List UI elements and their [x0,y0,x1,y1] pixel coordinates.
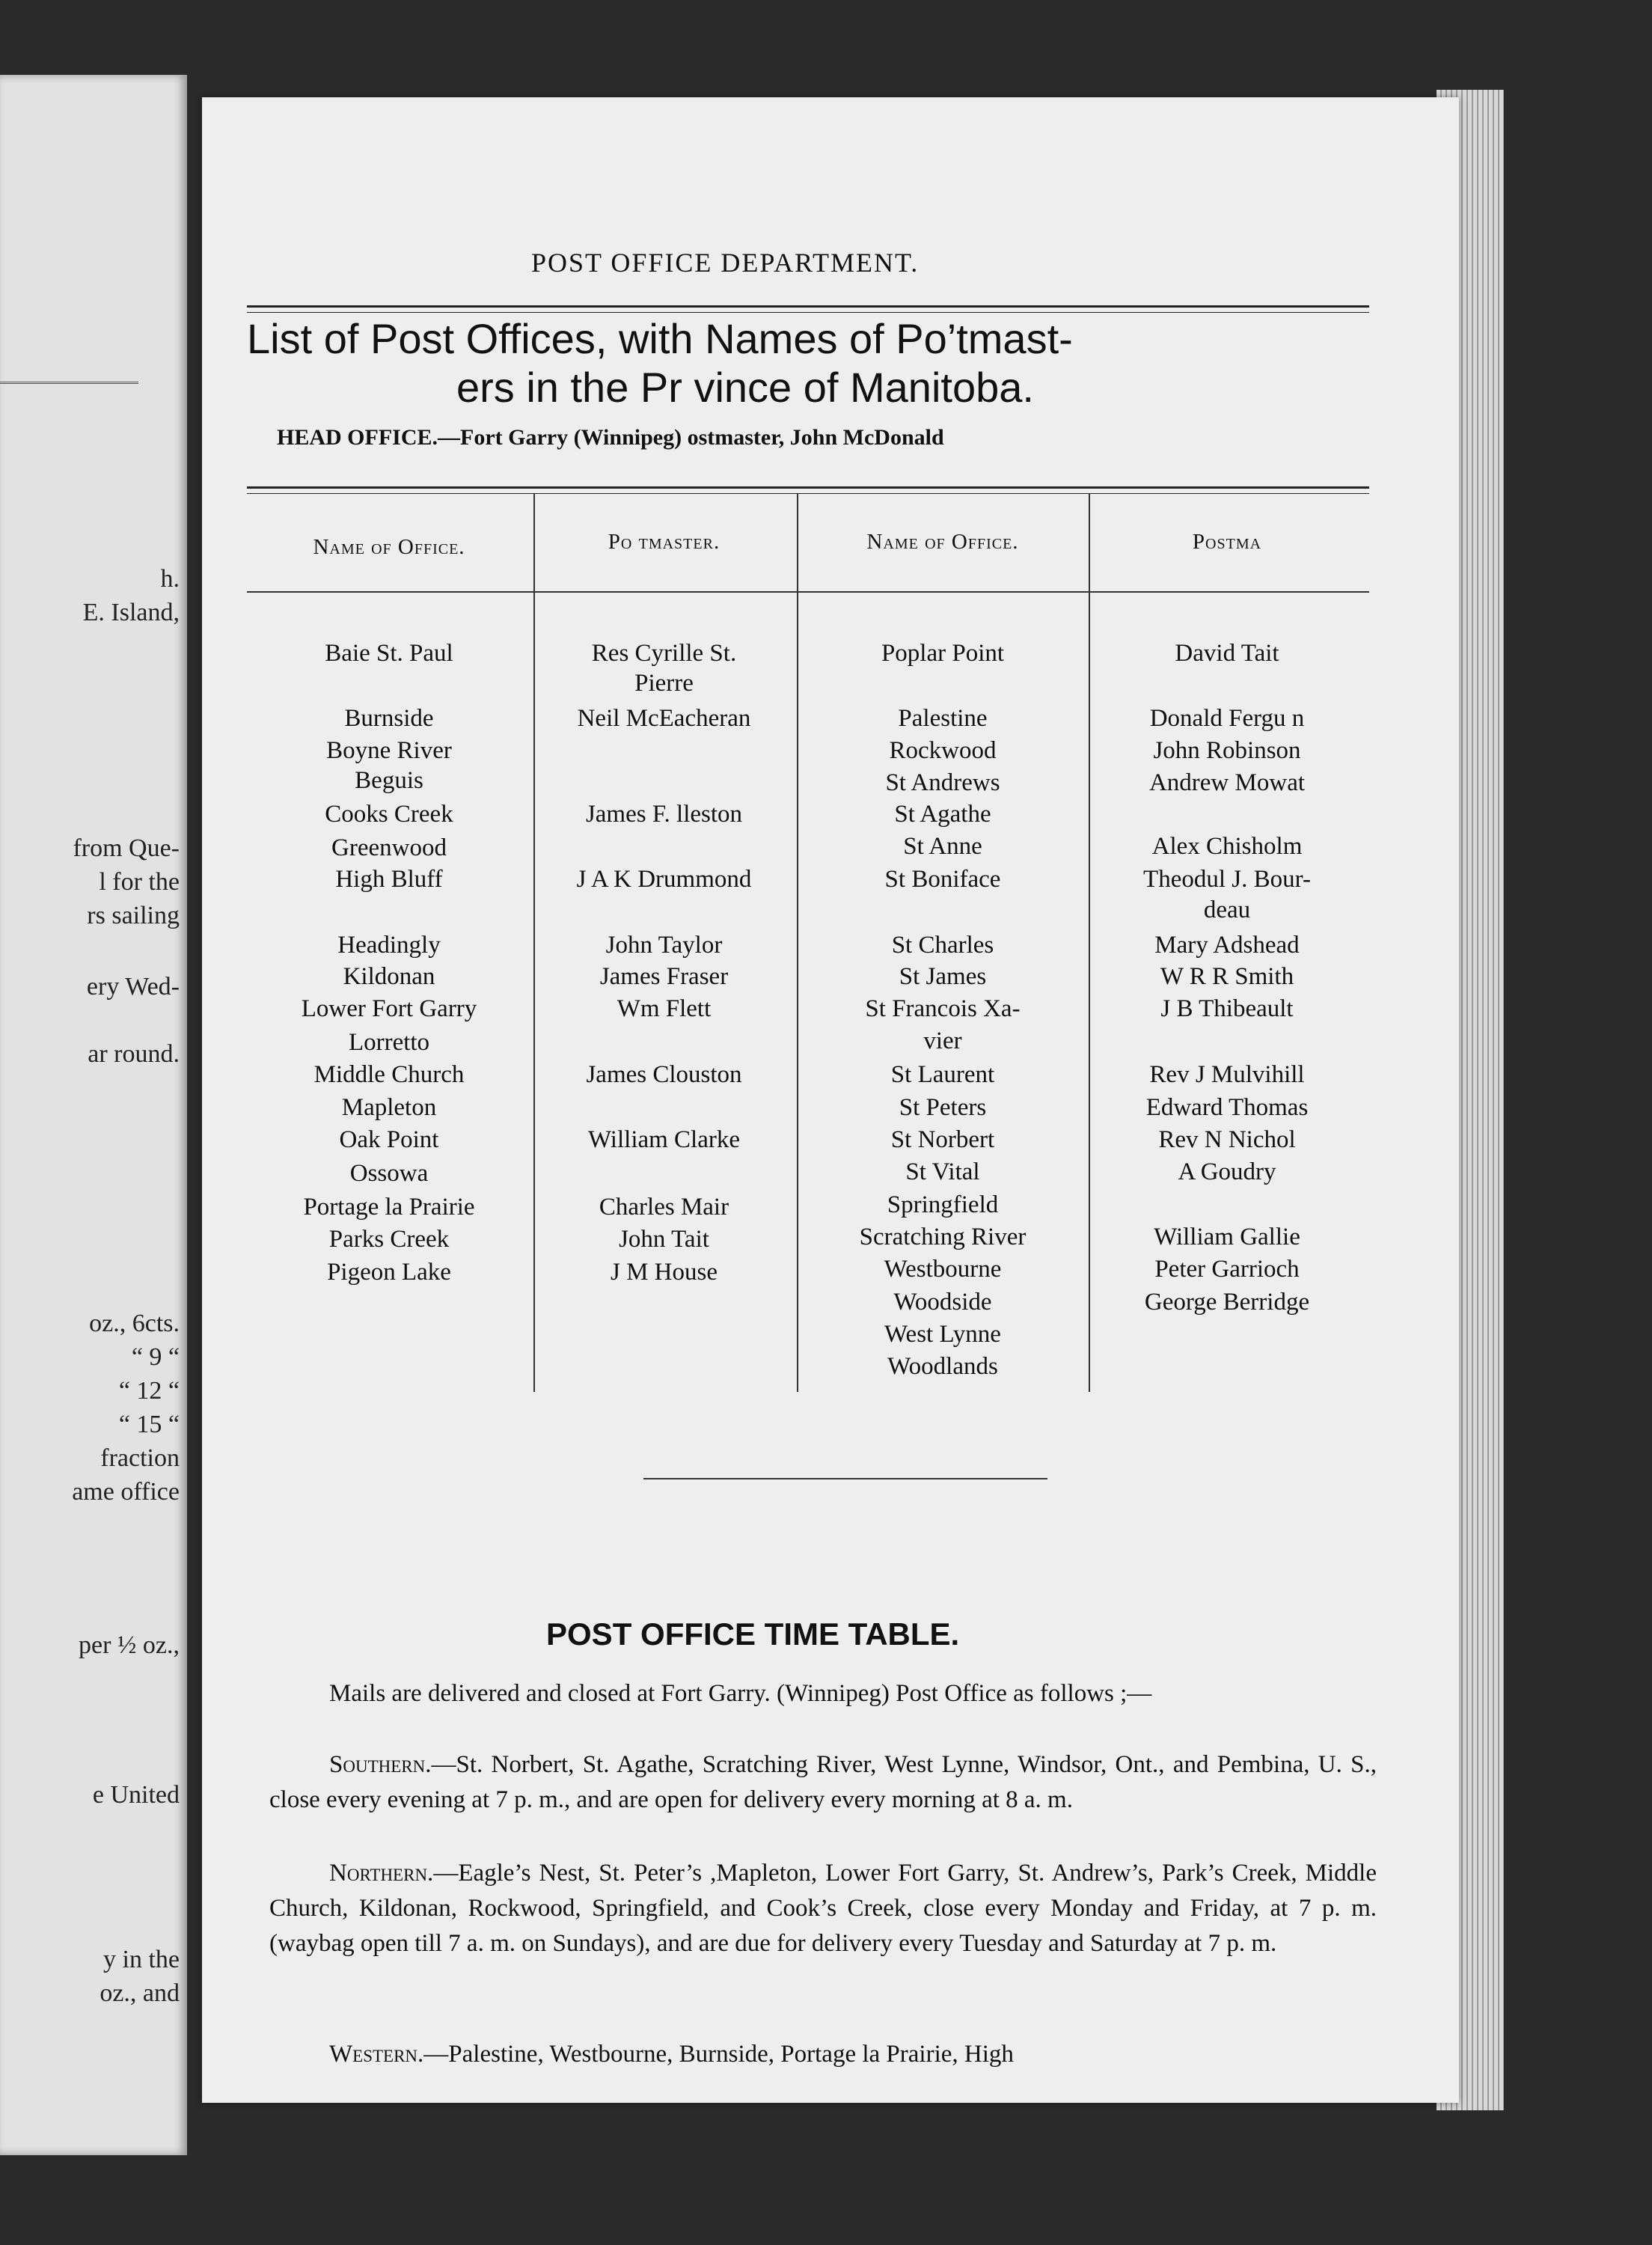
southern-label: Southern. [329,1751,432,1778]
postmaster-name: Peter Garrioch [1154,1256,1300,1283]
office-name: Baie St. Paul [325,640,453,667]
column-divider [797,494,798,1392]
left-fragment: rs sailing [87,902,180,929]
office-name: St Andrews [885,769,1000,796]
postmaster-name: George Berridge [1144,1289,1310,1316]
postmaster-name: James Clouston [586,1061,742,1088]
office-name: Portage la Prairie [303,1194,475,1221]
timetable-southern [269,1747,1377,1818]
office-name: St Charles [891,932,994,959]
office-name: High Bluff [335,866,443,893]
office-name: Lower Fort Garry [301,995,477,1022]
office-name: Pigeon Lake [327,1259,451,1286]
column-header-postmaster: Postma [1192,530,1262,554]
timetable-western [269,2037,1377,2072]
office-name: Greenwood [331,834,447,861]
left-fragment: ar round. [88,1040,180,1068]
postmaster-name: James Fraser [599,963,729,990]
postmaster-name: William Gallie [1154,1224,1300,1250]
office-name: Middle Church [313,1061,465,1088]
postmaster-name: John Tait [619,1226,709,1253]
postmaster-name: David Tait [1175,640,1279,667]
list-title-line1: List of Post Offices, with Names of Po’tmast- [247,315,1073,362]
office-name: Parks Creek [328,1226,450,1253]
office-name: Scratching River [859,1224,1027,1250]
office-name: West Lynne [884,1321,1001,1348]
office-name: St Anne [903,833,982,860]
postmaster-name: Donald Fergu n [1149,705,1305,732]
northern-text: —Eagle’s Nest, St. Peter’s ,Mapleton, Lower Fort Garry, St. Andrew’s, Park’s Creek, Middle Church, Kildonan, Rockwood, Springfield, and Cook’s Creek, close every Monday and Friday, at 7 p. m. (waybag open till 7 a. m. on Sundays), and are due for delivery every Tuesday and Saturday at 7 p. m. [269,1860,1377,1957]
western-label: Western. [329,2041,424,2068]
postmaster-name: John Robinson [1153,737,1301,764]
office-name: Cooks Creek [325,801,453,828]
postmaster-name: James F. lleston [585,801,743,828]
left-fragment: “ 12 “ [118,1377,180,1405]
office-name: Kildonan [343,963,435,990]
postmaster-name: Mary Adshead [1154,932,1300,959]
postmaster-name: John Taylor [605,932,723,959]
postmaster-name: W R R Smith [1160,963,1294,990]
left-fragment: e United [92,1781,180,1809]
office-name: St James [899,963,987,990]
postmaster-name: Andrew Mowat [1148,769,1306,796]
office-name: St Peters [899,1094,987,1121]
office-name: Oak Point [339,1126,439,1153]
postmaster-name: Pierre [634,670,694,697]
office-name: Woodlands [887,1353,998,1380]
timetable-intro: Mails are delivered and closed at Fort Garry. (Winnipeg) Post Office as follows ;— [329,1680,1152,1707]
office-name: Boyne River [326,737,452,764]
postmaster-name: J M House [610,1259,718,1286]
table-header-rule [247,591,1369,593]
left-fragment: “ 9 “ [131,1343,180,1371]
office-name: St Laurent [890,1061,995,1088]
northern-label: Northern. [329,1860,434,1887]
office-name: Rockwood [889,737,997,764]
column-header-office: Name of Office. [313,535,465,559]
left-page-rule [0,382,138,384]
timetable-northern [269,1856,1377,1961]
postmaster-name: A Goudry [1178,1158,1276,1185]
office-name: St Francois Xa- [865,995,1021,1022]
left-fragment: E. Island, [82,599,180,626]
head-office-line: HEAD OFFICE.—Fort Garry (Winnipeg) ostmaster, John McDonald [277,425,944,450]
office-name: Lorretto [348,1029,430,1056]
title-rule [247,305,1369,308]
postmaster-name: deau [1203,897,1251,923]
list-title-line2: ers in the Pr vince of Manitoba. [456,364,1034,411]
left-fragment: oz., and [100,1979,180,2007]
office-name: vier [923,1027,962,1054]
column-divider [1089,494,1090,1392]
office-name: St Vital [905,1158,980,1185]
department-title: POST OFFICE DEPARTMENT. [531,248,920,278]
office-name: St Agathe [894,801,991,828]
office-name: Woodside [893,1289,992,1316]
left-fragment: fraction [100,1444,180,1472]
office-name: Mapleton [341,1094,437,1121]
postmaster-name: Rev N Nichol [1158,1126,1296,1153]
left-fragment: h. [160,565,180,593]
postmaster-name: Theodul J. Bour- [1143,866,1311,893]
left-fragment: from Que- [73,834,180,862]
timetable-title: POST OFFICE TIME TABLE. [546,1616,960,1652]
postmaster-name: J B Thibeault [1160,995,1294,1022]
office-name: Springfield [887,1191,999,1218]
postmaster-name: Neil McEacheran [577,705,751,732]
postmaster-name: Alex Chisholm [1151,833,1303,860]
column-header-office: Name of Office. [866,530,1019,554]
section-divider [643,1478,1047,1479]
postmaster-name: Charles Mair [599,1194,729,1221]
postmaster-name: Edward Thomas [1145,1094,1309,1121]
left-fragment: ame office [72,1478,180,1506]
left-fragment: ery Wed- [86,973,180,1001]
left-fragment: oz., 6cts. [89,1310,180,1337]
western-text: —Palestine, Westbourne, Burnside, Portage la Prairie, High [423,2041,1014,2068]
office-name: Westbourne [884,1256,1002,1283]
postmaster-name: Res Cyrille St. [591,640,737,667]
left-page [0,75,187,2155]
table-top-rule [247,486,1369,489]
office-name: Ossowa [349,1160,429,1187]
postmaster-name: William Clarke [587,1126,741,1153]
postmaster-name: Rev J Mulvihill [1149,1061,1305,1088]
postmaster-name: J A K Drummond [576,866,752,893]
office-name: Burnside [344,705,434,732]
left-fragment: l for the [99,868,180,896]
office-name: St Norbert [890,1126,995,1153]
left-fragment: “ 15 “ [118,1411,180,1438]
office-name: Palestine [898,705,988,732]
office-name: Poplar Point [881,640,1005,667]
office-name: St Boniface [884,866,1001,893]
left-fragment: y in the [103,1946,180,1973]
left-fragment: per ½ oz., [78,1631,180,1659]
column-header-postmaster: Po tmaster. [608,530,721,554]
postmaster-name: Wm Flett [617,995,712,1022]
office-name: Headingly [337,932,441,959]
office-name: Beguis [355,767,423,794]
main-page [202,97,1459,2103]
southern-text: —St. Norbert, St. Agathe, Scratching River, West Lynne, Windsor, Ont., and Pembina, U. S., close every evening at 7 p. m., and are open for delivery every morning at 8 a. m. [269,1751,1377,1813]
